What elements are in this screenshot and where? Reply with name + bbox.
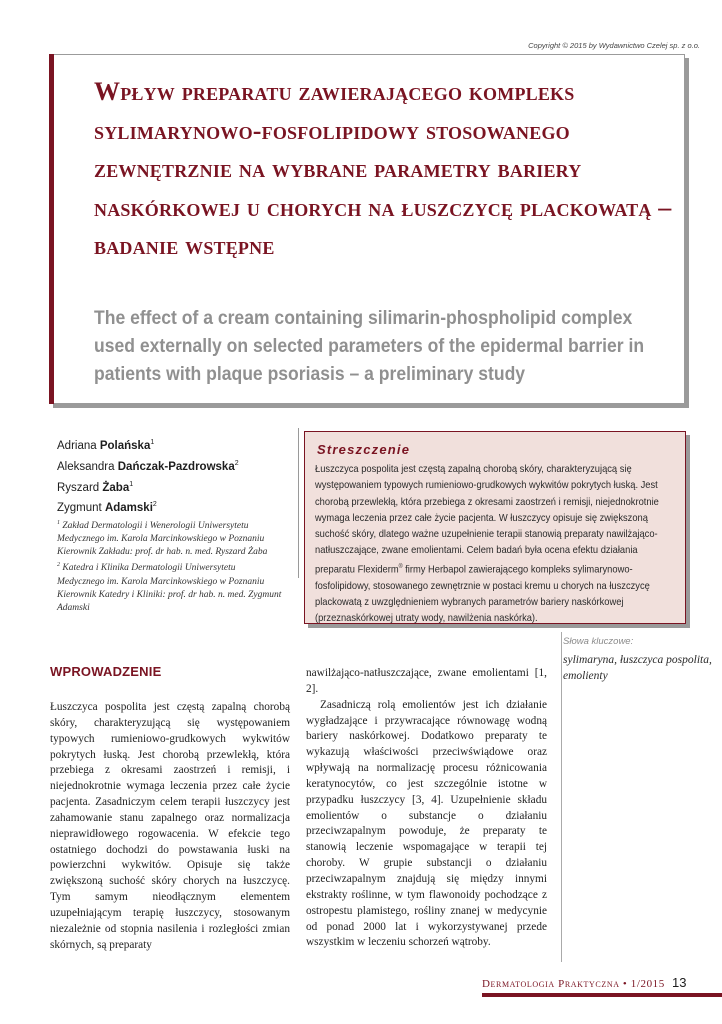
body-column-2 xyxy=(306,666,547,951)
article-title-en: The effect of a cream containing silimarin-phospholipid complex used externally on selected parameters of the epidermal barrier in patients with plaque psoriasis – a preliminary study xyxy=(94,307,645,385)
paragraph: Zasadniczą rolą emolientów jest ich działanie wygładzające i przywracające równowagę wodną bariery naskórkowej. Dodatkowo preparaty te wykazują właściwości przeciwświądowe oraz wpływają na normalizację procesu różnicowania keratynocytów, co jest szczególnie istotne w przypadku łuszczycy [3, 4]. Uzupełnienie składu emolientów o substancje o działaniu przeciwzapalnym powoduje, że preparaty te stanowią leczenie wspomagające w terapii tej choroby. W grupie substancji o działaniu przeciwzapalnym znajdują się między innymi ekstrakty roślinne, w tym flawonoidy pochodzące z ostropestu plamistego, rośliny znanej w medycynie od ponad 2000 lat i wykorzystywanej przede wszystkim w leczeniu schorzeń wątroby. xyxy=(306,698,547,949)
article-title-pl: Wpływ preparatu zawierającego kompleks sylimarynowo-fosfolipidowy stosowanego zewnętrznie na wybrane parametry bariery naskórkowej u chorych na łuszczycę plackowatą – badanie wstępne xyxy=(94,77,672,260)
copyright-notice: Copyright © 2015 by Wydawnictwo Czelej sp. z o.o. xyxy=(528,41,700,50)
author-2: Aleksandra Dańczak-Pazdrowska$^2$ xyxy=(57,459,239,473)
affiliation-1: $^1$ Zakład Dermatologii i Wenerologii Uniwersytetu Medycznego im. Karola Marcinkowskiego w Poznaniu Kierownik Zakładu: prof. dr hab. n. med. Ryszard Żaba xyxy=(57,520,268,558)
author-4: Zygmunt Adamski$^2$ xyxy=(57,501,157,515)
affiliation-2: $^2$ Katedra i Klinika Dermatologii Uniwersytetu Medycznego im. Karola Marcinkowskiego w Poznaniu Kierownik Katedry i Kliniki: prof. dr hab. n. med. Zygmunt Adamski xyxy=(57,562,282,613)
footer-rule xyxy=(482,993,722,997)
abstract-text: Łuszczyca pospolita jest częstą zapalną chorobą skóry, charakteryzującą się występowaniem typowych rumieniowo-grudkowych wykwitów pokrytych łuską. Jest chorobą przewlekłą, która przebiega z okresami zaostrzeń i remisji, niejednokrotnie wymaga leczenia przez całe życie pacjenta. W łuszczycy opisuje się zwiększoną suchość skóry, dlatego ważne uzupełnienie terapii stanowią preparaty nawilżająco-natłuszczające, zwane emolientami. Celem badań była ocena efektu działania preparatu Flexiderm® firmy Herbapol zawierającego kompleks sylimarynowo-fosfolipidowy, stosowanego zewnętrznie w postaci kremu u chorych na łuszczycę plackowatą z uwzględnieniem wybranych parametrów bariery naskórkowej (przeznaskórkowej utraty wody, nawilżenia naskórka). xyxy=(315,463,659,625)
page-number: 13 xyxy=(672,975,687,990)
keywords-text: sylimaryna, łuszczyca pospolita, emolienty xyxy=(563,654,712,682)
title-accent-bar xyxy=(49,54,54,404)
author-1: Adriana Polańska$^1$ xyxy=(57,439,155,452)
abstract-heading: Streszczenie xyxy=(317,442,411,457)
author-block xyxy=(57,434,282,615)
author-3: Ryszard Żaba$^1$ xyxy=(57,480,134,494)
paragraph-continued: nawilżająco-natłuszczające, zwane emolientami [1, 2]. xyxy=(306,667,547,695)
keywords-label: Słowa kluczowe: xyxy=(563,636,634,647)
author-divider xyxy=(298,428,299,578)
body-column-1: Łuszczyca pospolita jest częstą zapalną chorobą skóry, charakteryzującą się występowaniem typowych rumieniowo-grudkowych wykwitów pokrytych łuską. Jest chorobą przewlekłą, która przebiega z okresami zaostrzeń i remisji, i niejednokrotnie wymaga leczenia przez całe życie pacjenta. Zasadniczym celem terapii łuszczycy jest zahamowanie stanu zapalnego oraz normalizacja nieprawidłowego rogowacenia. W efekcie tego ostatniego dochodzi do powstawania łuski na powierzchni wykwitów. Opisuje się także zwiększoną suchość skóry chorych na łuszczycę. Tym samym nieodłącznym elementem uzupełniającym terapię łuszczycy, stosowanym niezależnie od stopnia nasilenia i rozległości zmian skórnych, są preparaty xyxy=(50,701,290,951)
section-heading: WPROWADZENIE xyxy=(50,664,162,679)
abstract-box xyxy=(304,431,686,624)
keywords-divider xyxy=(561,632,562,962)
title-box xyxy=(49,54,685,404)
journal-footer: Dermatologia Praktyczna • 1/2015 xyxy=(482,978,665,990)
